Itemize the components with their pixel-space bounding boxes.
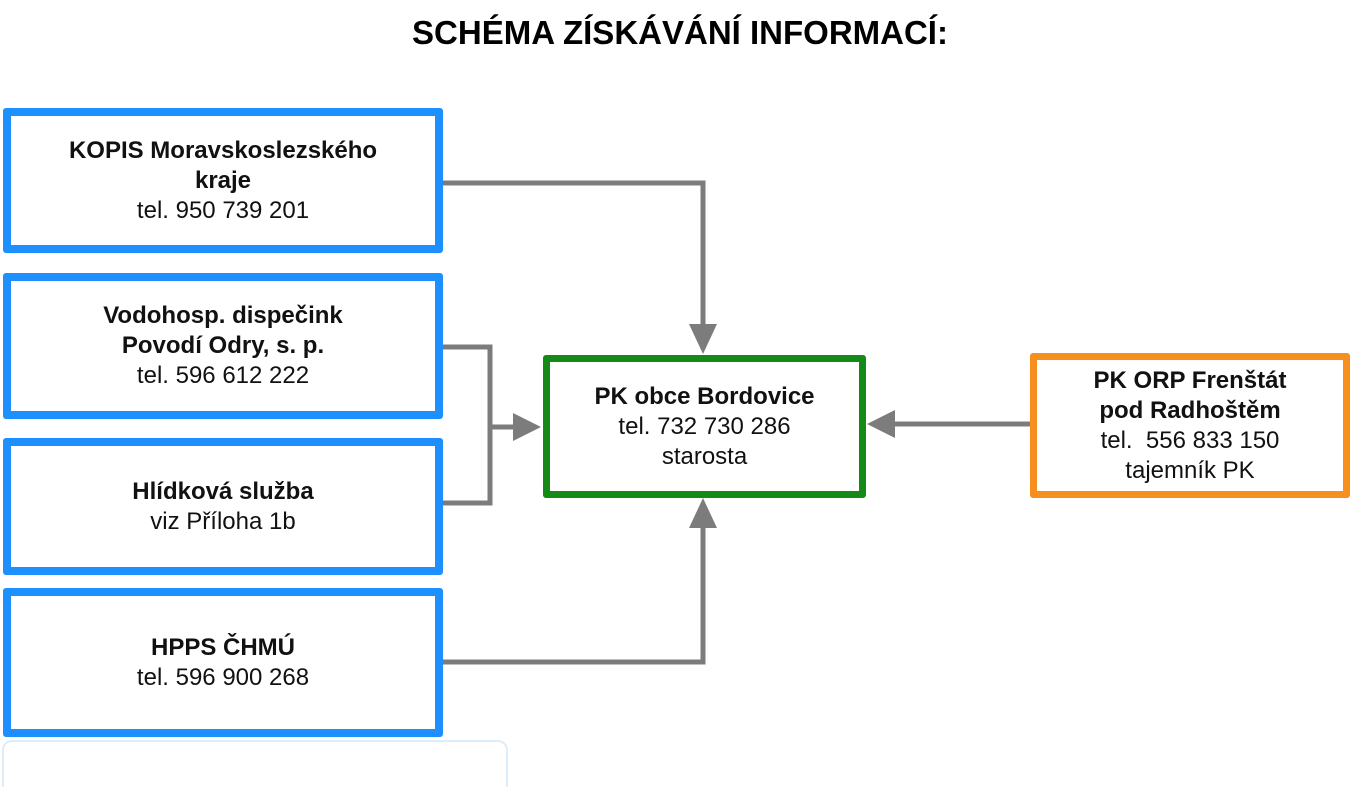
node-pk-orp-name-line-1: PK ORP Frenštát xyxy=(1093,366,1287,394)
arrowhead-left-icon xyxy=(867,410,895,438)
node-hlidkova-name: Hlídková služba xyxy=(132,477,314,505)
connector-kopis-to-pk xyxy=(443,183,717,354)
node-kopis-phone: tel. 950 739 201 xyxy=(136,196,310,224)
connector-kopis-line xyxy=(443,183,703,326)
node-kopis-name-line-1: KOPIS Moravskoslezského xyxy=(68,136,378,164)
connector-merge-line xyxy=(443,347,490,503)
arrowhead-right-icon xyxy=(513,413,541,441)
node-povodi-name-line-2: Povodí Odry, s. p. xyxy=(121,332,325,359)
node-kopis xyxy=(3,108,443,253)
node-hpps-name: HPPS ČHMÚ xyxy=(150,633,295,661)
node-pk-obec-phone: tel. 732 730 286 xyxy=(618,412,791,440)
node-hlidkova xyxy=(3,438,443,575)
arrowhead-up-icon xyxy=(689,498,717,528)
node-povodi xyxy=(3,273,443,419)
node-hlidkova-ref: viz Příloha 1b xyxy=(150,507,296,535)
node-pk-obec-role: starosta xyxy=(661,442,748,470)
node-pk-obec xyxy=(543,355,866,498)
node-kopis-name-line-2: kraje xyxy=(194,166,252,194)
connector-hpps-line xyxy=(443,526,703,662)
node-pk-orp xyxy=(1030,353,1350,498)
node-pk-orp-name-line-2: pod Radhoštěm xyxy=(1099,396,1281,424)
node-povodi-name-line-1: Vodohosp. dispečink xyxy=(103,302,343,329)
node-pk-orp-role: tajemník PK xyxy=(1125,456,1255,484)
connector-orp-to-pk xyxy=(867,410,1030,438)
node-hpps xyxy=(3,588,443,737)
page-title: SCHÉMA ZÍSKÁVÁNÍ INFORMACÍ: xyxy=(412,14,948,51)
node-hpps-phone: tel. 596 900 268 xyxy=(136,663,310,691)
faint-box-outline xyxy=(2,740,508,787)
node-pk-obec-name: PK obce Bordovice xyxy=(594,382,815,410)
connector-povodi-hlidkova-merge xyxy=(443,347,541,503)
arrowhead-down-icon xyxy=(689,324,717,354)
node-povodi-phone: tel. 596 612 222 xyxy=(136,362,310,389)
node-pk-orp-phone: tel. 556 833 150 xyxy=(1100,426,1280,454)
connector-hpps-to-pk xyxy=(443,498,717,662)
